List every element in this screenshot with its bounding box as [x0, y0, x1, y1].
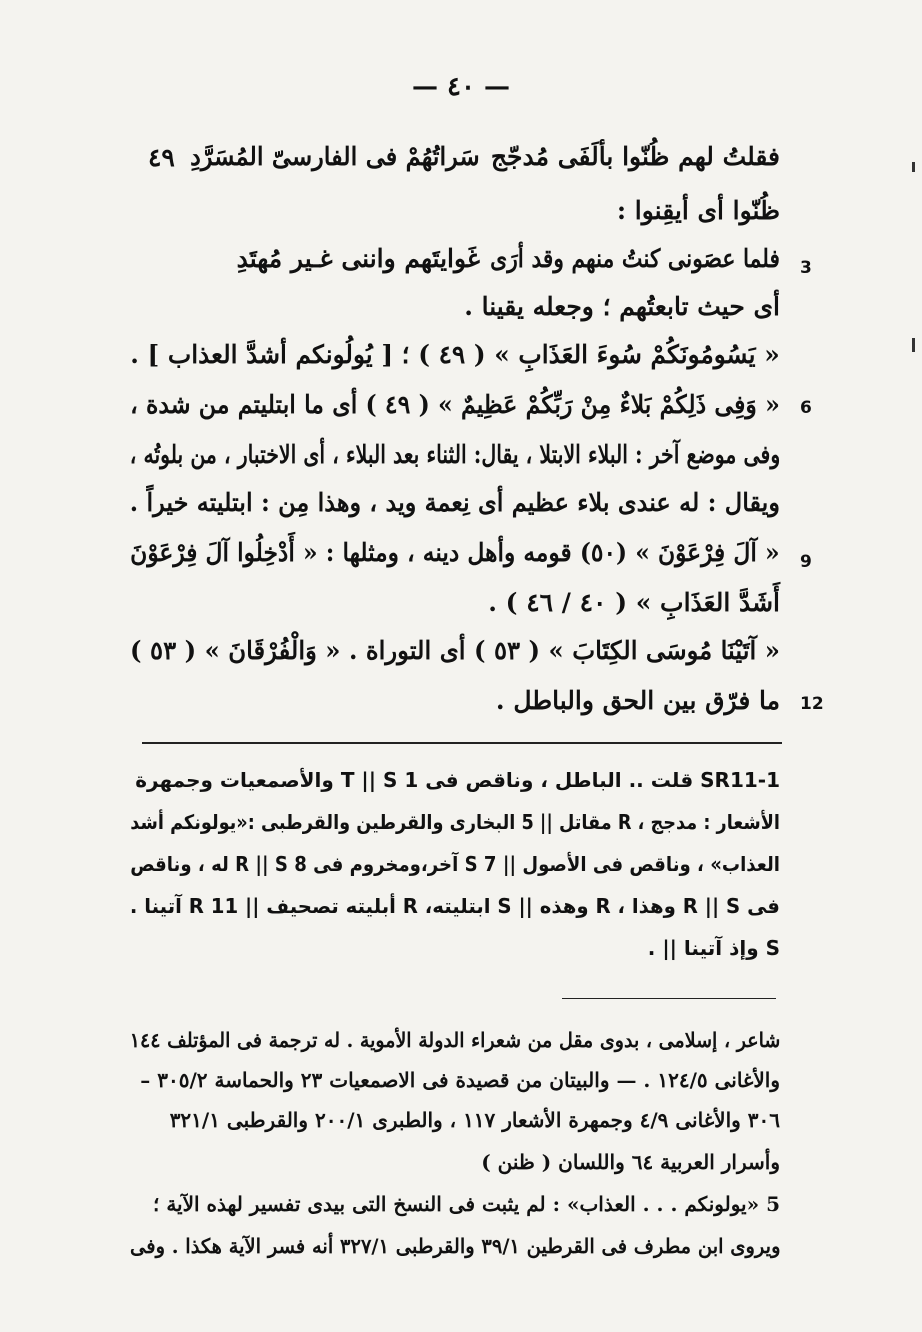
apparatus-line-2: الأشعار : مدجج ، R مقاتل || 5 البخارى والقرطين والقرطبى :«يولونكم أشد — [130, 810, 780, 834]
note-line-6: ويروى ابن مطرف فى القرطين ٣٩/١ والقرطبى ٣٢٧/١ أنه فسر الآية هكذا . وفى — [129, 1234, 780, 1258]
text-line-11: « آتَيْنَا مُوسَى الكِتَابَ » ( ٥٣ ) أى التوراة . « وَالْفُرْقَانَ » ( ٥٣ ) — [130, 636, 780, 665]
verse-2-first-hemistich: فلما عصَونى كنتُ منهم وقد أرَى — [490, 244, 780, 273]
verse-1-first-hemistich: فقلتُ لهم ظُنّوا بألَفَى مُدجّج — [490, 142, 780, 171]
verse-1-second-hemistich: سَراتُهُمْ فى الفارسىّ المُسَرَّدِ — [190, 142, 480, 171]
text-line-7: وفى موضع آخر : البلاء الابتلا ، يقال: الثناء بعد البلاء ، أى الاختبار ، من بلوتُه ، — [129, 440, 780, 469]
notes-divider — [562, 998, 776, 999]
text-line-12: ما فرّق بين الحق والباطل . — [495, 686, 780, 715]
text-line-10: أَشَدَّ العَذَابِ » ( ٤٠ / ٤٦ ) . — [488, 588, 780, 617]
note-line-2: والأغانى ١٢٤/٥ . — والبيتان من قصيدة فى الاصمعيات ٢٣ والحماسة ٣٠٥/٢ – — [140, 1068, 780, 1092]
note-line-5: 5 «يولونكم . . . العذاب» : لم يثبت فى النسخ التى بيدى تفسير لهذه الآية ؛ — [153, 1192, 780, 1216]
line-number-9: 9 — [800, 552, 812, 572]
edge-mark-middle — [912, 338, 915, 352]
page-number: — ٤٠ — — [411, 72, 511, 102]
note-line-3: ٣٠٦ والأغانى ٤/٩ وجمهرة الأشعار ١١٧ ، والطبرى ٢٠٠/١ والقرطبى ٣٢١/١ — [169, 1108, 780, 1132]
verse-2-second-hemistich: غَوايتَهم واننى غـير مُهتَدِ — [236, 244, 480, 273]
text-line-9: « آلَ فِرْعَوْنَ » (٥٠) قومه وأهل دينه ، ومثلها : « أَدْخِلُوا آلَ فِرْعَوْنَ — [130, 538, 780, 567]
gloss-line-1: ظُنّوا أى أيقِنوا : — [616, 196, 780, 225]
edge-mark-top — [912, 162, 915, 172]
line-number-6: 6 — [800, 398, 812, 418]
note-line-1: شاعر ، إسلامى ، بدوى مقل من شعراء الدولة الأموية . له ترجمة فى المؤتلف ١٤٤ — [129, 1028, 780, 1052]
apparatus-line-5: S وإذ آتينا || . — [647, 936, 780, 960]
text-line-8: ويقال : له عندى بلاء عظيم أى نِعمة ويد ، وهذا مِن : ابتليته خيراً . — [129, 488, 780, 517]
line-number-12: 12 — [800, 694, 824, 714]
apparatus-line-4: فى R || S وهذا ، R وهذه || S ابتليته، R أبليته تصحيف || R 11 آتينا . — [129, 894, 780, 918]
verse-1-number: ٤٩ — [148, 143, 175, 172]
apparatus-divider — [142, 742, 782, 744]
gloss-line-2: أى حيث تابعتُهم ؛ وجعله يقينا . — [464, 292, 780, 321]
apparatus-line-1: SR11-1 قلت .. الباطل ، وناقص فى T || S 1 والأصمعيات وجمهرة — [135, 768, 780, 792]
line-number-3: 3 — [800, 258, 812, 278]
apparatus-line-3: العذاب» ، وناقص فى الأصول || S 7 آخر،ومخروم فى R || S 8 له ، وناقص — [130, 852, 780, 876]
text-line-5: « يَسُومُونَكُمْ سُوءَ العَذَابِ » ( ٤٩ ) ؛ [ يُولُونكم أشدَّ العذاب ] . — [130, 340, 780, 369]
text-line-6: « وَفِى ذَلِكُمْ بَلاءٌ مِنْ رَبِّكُمْ عَظِيمٌ » ( ٤٩ ) أى ما ابتليتم من شدة ، — [130, 390, 780, 419]
note-line-4: وأسرار العربية ٦٤ واللسان ( ظنن ) — [481, 1150, 780, 1174]
